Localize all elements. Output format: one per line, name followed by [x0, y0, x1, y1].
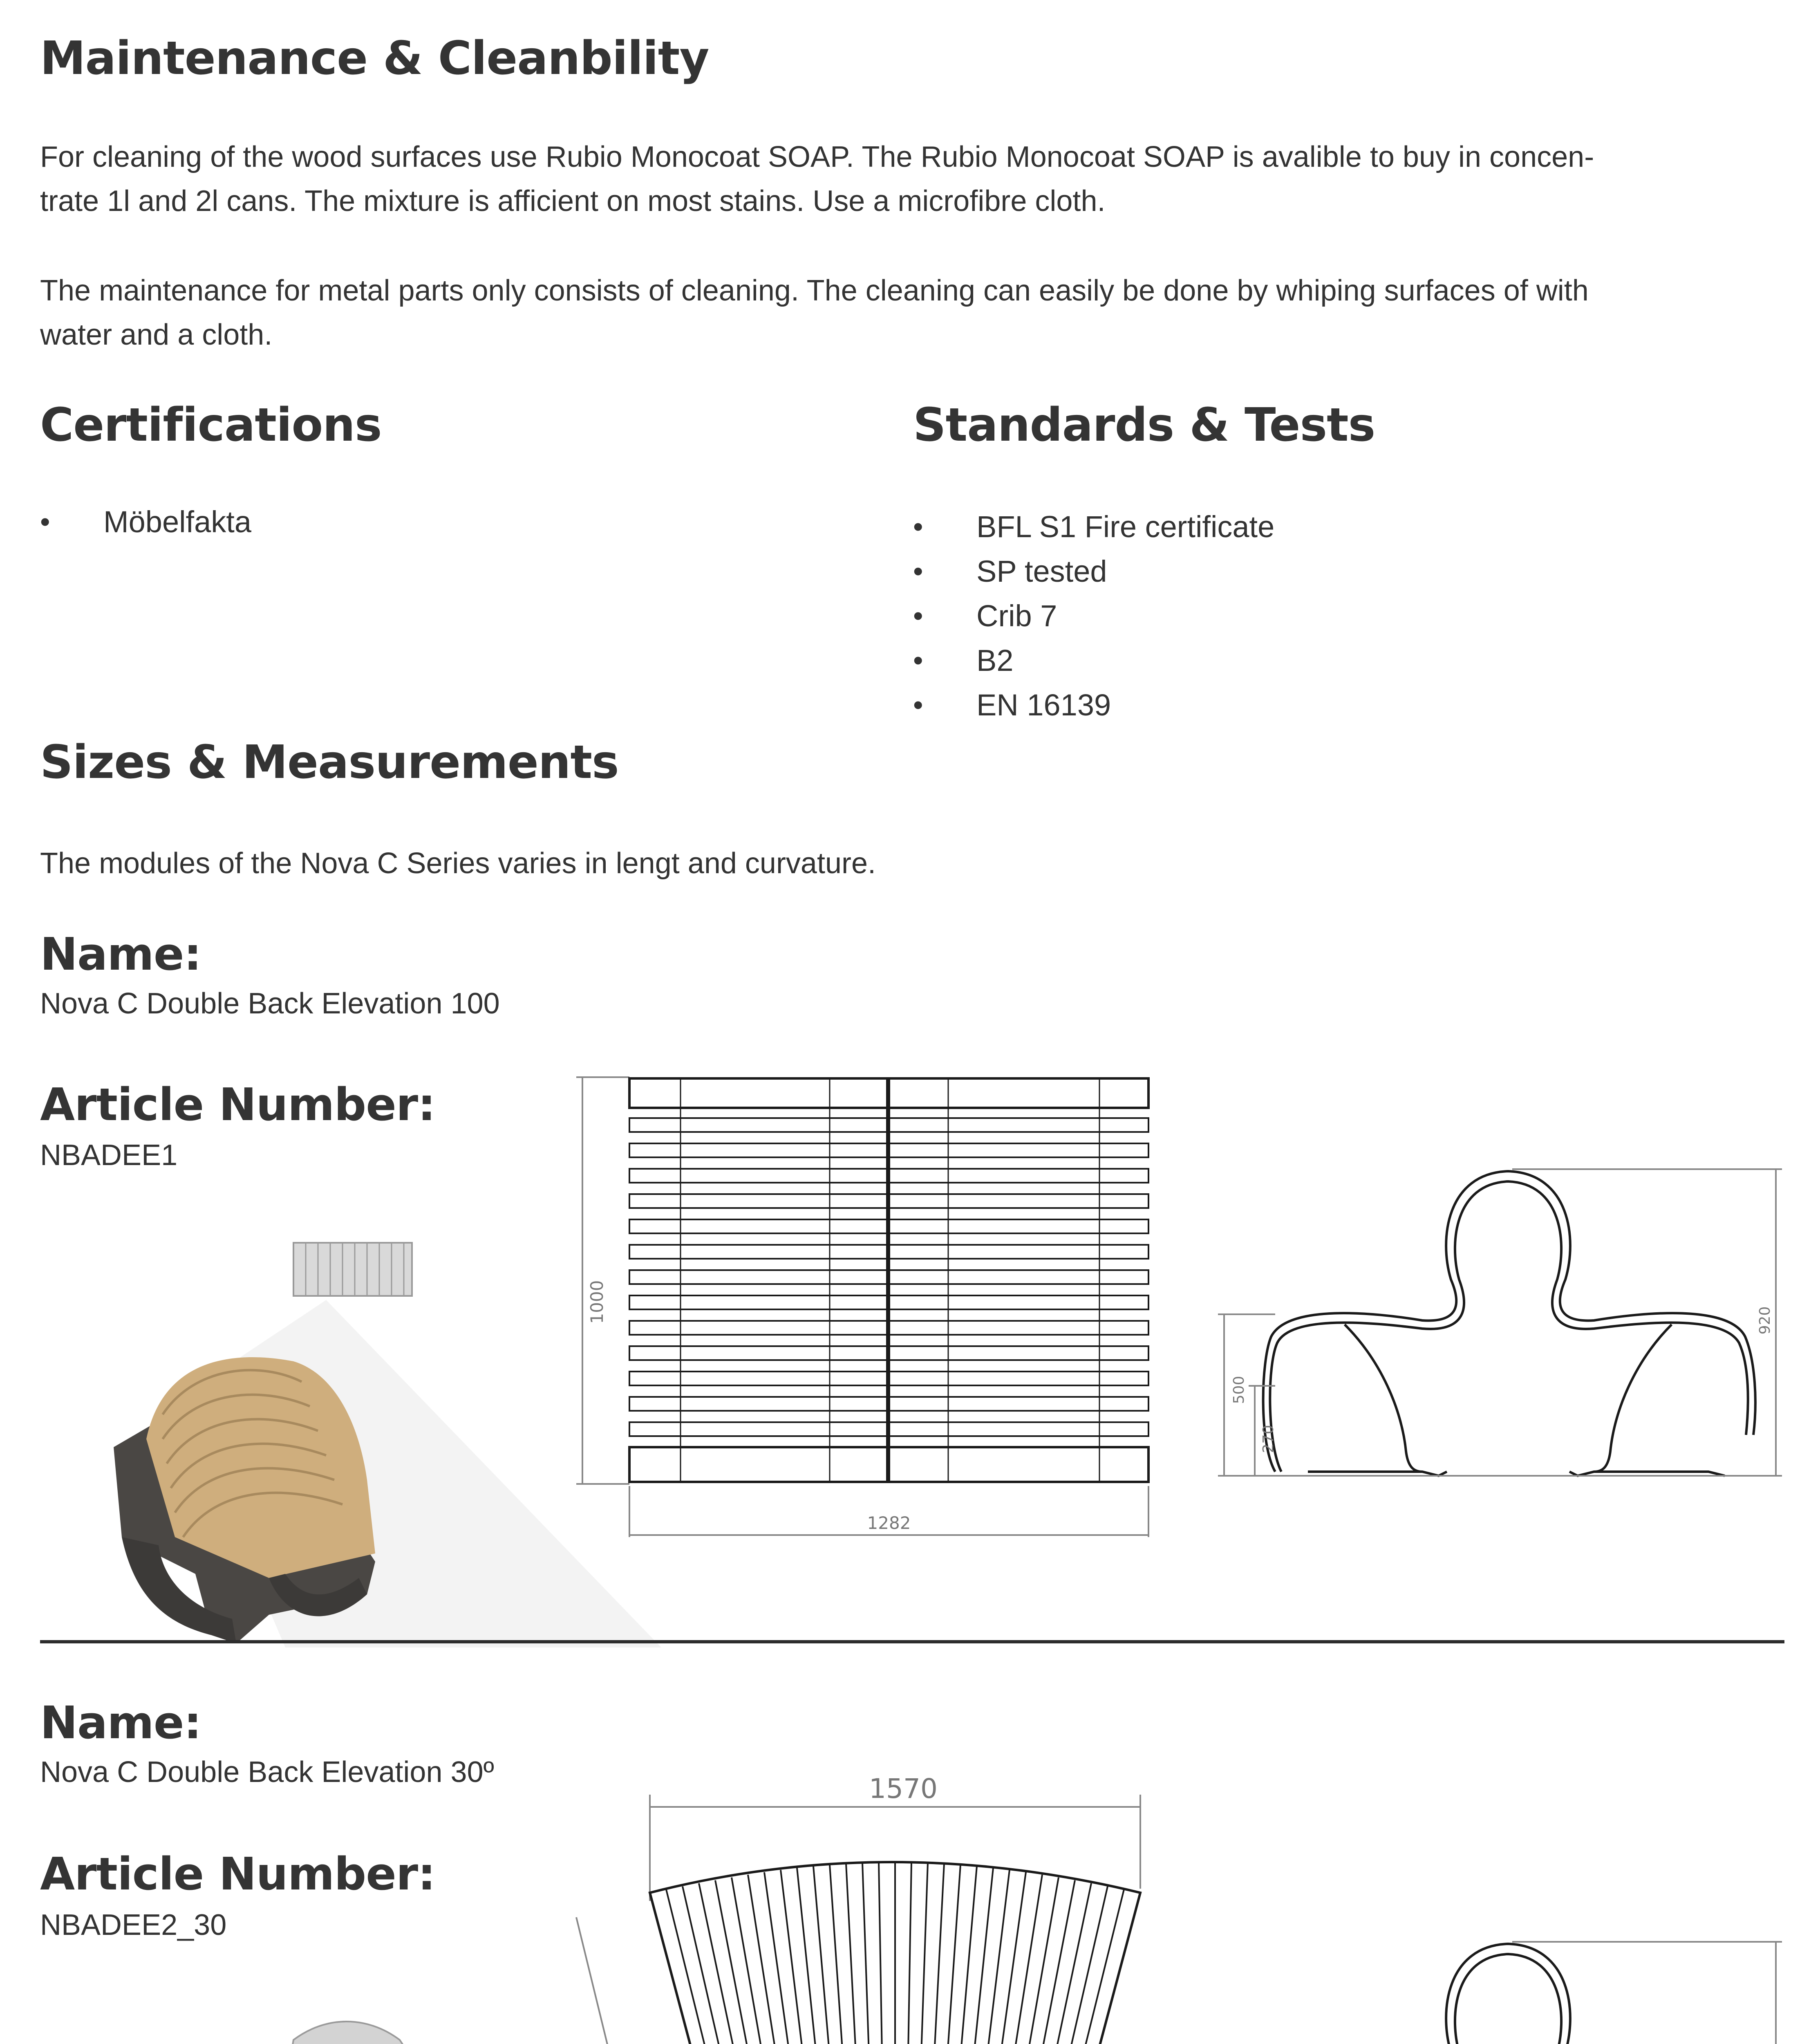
- maintenance-heading: Maintenance & Cleanbility: [40, 32, 709, 85]
- product2-name-label: Name:: [40, 1697, 201, 1749]
- sizes-heading: Sizes & Measurements: [40, 736, 619, 789]
- product2-top-drawing: [564, 1770, 1161, 2044]
- sizes-intro: The modules of the Nova C Series varies in lengt and curvature.: [40, 847, 876, 880]
- slat-line: [862, 1863, 876, 2044]
- maintenance-metal-line-1: The maintenance for metal parts only consists of cleaning. The cleaning can easily be done by whiping surfaces of with: [40, 274, 1589, 307]
- certification-item: • Möbelfakta: [40, 500, 653, 544]
- standards-list: [913, 504, 1608, 727]
- product1-article-label: Article Number:: [40, 1078, 436, 1131]
- product1-width-dim: 1282: [867, 1513, 911, 1533]
- section-divider: [40, 1640, 1784, 1643]
- product1-side-total-dim: 920: [1757, 1306, 1773, 1335]
- maintenance-paragraph-metal: [40, 269, 1798, 357]
- product1-article: NBADEE1: [40, 1139, 178, 1172]
- maintenance-wood-line-1: For cleaning of the wood surfaces use Rubio Monocoat SOAP. The Rubio Monocoat SOAP is avalible to buy in concen-: [40, 141, 1594, 173]
- product2-name: Nova C Double Back Elevation 30º: [40, 1756, 494, 1788]
- standard-item: • B2: [913, 638, 1608, 683]
- product2-article: NBADEE2_30: [40, 1909, 227, 1941]
- product1-side-inner-dim: 270: [1260, 1425, 1277, 1453]
- standard-item: • EN 16139: [913, 683, 1608, 727]
- product1-name-label: Name:: [40, 928, 201, 980]
- certifications-heading: Certifications: [40, 399, 382, 452]
- maintenance-paragraph-wood: [40, 135, 1798, 223]
- standards-heading: Standards & Tests: [913, 399, 1375, 452]
- maintenance-metal-line-2: water and a cloth.: [40, 318, 273, 351]
- product1-side-seat-dim: 500: [1231, 1376, 1247, 1404]
- standard-item: • SP tested: [913, 549, 1608, 594]
- product2-article-label: Article Number:: [40, 1848, 436, 1900]
- product2-outer-dim: 1570: [869, 1773, 938, 1804]
- slat-line: [943, 1866, 977, 2044]
- certifications-list: [40, 500, 653, 544]
- product1-height-dim: 1000: [587, 1280, 607, 1324]
- slat-line: [879, 1862, 886, 2044]
- standard-item: • BFL S1 Fire certificate: [913, 504, 1608, 549]
- slat-line: [683, 1886, 771, 2044]
- standard-item: • Crib 7: [913, 594, 1608, 638]
- product1-front-drawing: [572, 1067, 1165, 1545]
- maintenance-wood-line-2: trate 1l and 2l cans. The mixture is afficient on most stains. Use a microfibre cloth.: [40, 185, 1106, 217]
- product2-side-drawing: [1210, 1930, 1790, 2044]
- slat-line: [933, 1865, 960, 2044]
- product1-side-drawing: [1210, 1157, 1790, 1484]
- slat-line: [1019, 1886, 1108, 2044]
- slat-line: [914, 1863, 928, 2044]
- slat-line: [813, 1866, 847, 2044]
- slat-line: [904, 1862, 911, 2044]
- slat-line: [830, 1865, 857, 2044]
- product1-name: Nova C Double Back Elevation 100: [40, 987, 500, 1020]
